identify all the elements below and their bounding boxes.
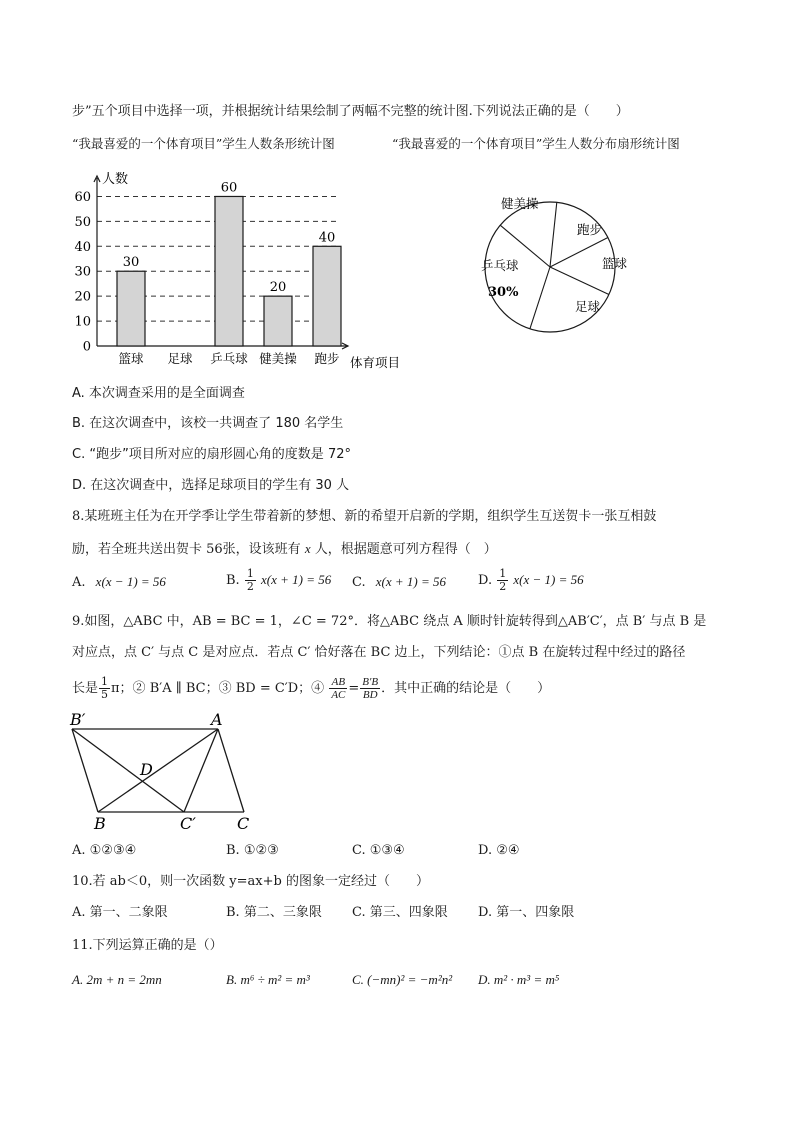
q11-option-b: B. m⁶ ÷ m² = m³	[226, 972, 310, 987]
fraction-denominator: AC	[331, 689, 346, 701]
q7-stem-tail: 步”五个项目中选择一项，并根据统计结果绘制了两幅不完整的统计图.下列说法正确的是（ ）	[72, 104, 629, 119]
x-axis-label: 体育项目	[350, 355, 401, 370]
y-tick-label: 60	[74, 189, 91, 205]
x-tick-label: 跑步	[314, 351, 340, 366]
y-tick-label: 10	[74, 314, 91, 330]
segment-bprime-cprime	[72, 729, 184, 812]
point-label-c: C	[237, 814, 250, 832]
q8-stem-line1: 8.某班班主任为在开学季让学生带着新的梦想、新的希望开启新的学期，组织学生互送贺卡一张互相鼓	[72, 509, 657, 524]
q8-variable: x	[304, 541, 311, 556]
q8-option-c-equation: x(x + 1) = 56	[375, 574, 447, 589]
segment-a-b	[98, 729, 218, 812]
q9-stem-part: π；② B′A ∥ BC；③ BD = C′D；④	[111, 681, 325, 696]
fraction-denominator: 2	[246, 580, 254, 593]
fraction-numerator: 1	[246, 567, 254, 580]
q8-option-d-fraction	[497, 568, 508, 593]
bar	[215, 196, 243, 346]
q10-option-a: A. 第一、二象限	[72, 905, 168, 920]
q10-option-c: C. 第三、四象限	[352, 905, 448, 920]
q8-option-a-label: A.	[72, 575, 86, 590]
bar	[264, 296, 292, 346]
pie-chart-title: “我最喜爱的一个体育项目”学生人数分布扇形统计图	[392, 136, 680, 151]
y-tick-label: 0	[82, 339, 91, 355]
q7-option-a: A. 本次调查采用的是全面调查	[72, 386, 245, 401]
q9-stem-line2: 对应点，点 C′ 与点 C 是对应点．若点 C′ 恰好落在 BC 边上，下列结论：①点 B 在旋转过程中经过的路径	[72, 645, 686, 660]
fraction-denominator: BD	[362, 689, 378, 701]
bar-data-label: 20	[269, 280, 287, 296]
q8-option-b-equation: x(x + 1) = 56	[260, 572, 332, 587]
pie-slice-label: 篮球	[602, 256, 628, 271]
x-tick-label: 健美操	[259, 351, 297, 366]
bar	[117, 271, 145, 346]
q7-option-b: B. 在这次调查中，该校一共调查了 180 名学生	[72, 416, 344, 431]
y-tick-label: 50	[74, 214, 91, 230]
q8-option-c-label: C.	[352, 575, 366, 590]
pie-slice-label: 足球	[575, 299, 601, 314]
q8-option-b-fraction	[245, 568, 256, 593]
q9-geometry-figure	[62, 707, 262, 832]
q8-option-d	[478, 568, 584, 593]
q9-equals: =	[348, 681, 360, 696]
fraction-numerator: 1	[499, 567, 507, 580]
point-label-b: B	[94, 814, 106, 832]
q8-stem-part1: 励，若全班共送出贺卡 56张，设该班有	[72, 542, 301, 557]
point-label-bprime: B′	[70, 710, 86, 729]
q9-option-c: C. ①③④	[352, 843, 405, 858]
bar-data-label: 60	[220, 180, 238, 196]
q8-option-a	[72, 573, 166, 592]
q9-stem-part: ．其中正确的结论是（ ）	[381, 681, 551, 696]
point-label-a: A	[211, 710, 223, 729]
fraction-denominator: 2	[499, 580, 507, 593]
q9-option-b: B. ①②③	[226, 843, 279, 858]
q9-stem-line3	[72, 676, 550, 702]
q7-option-d: D. 在这次调查中，选择足球项目的学生有 30 人	[72, 478, 350, 493]
bar-data-label: 30	[122, 255, 140, 271]
segment-bprime-b	[72, 729, 98, 812]
q9-stem-line1: 9.如图，△ABC 中，AB = BC = 1，∠C = 72°．将△ABC 绕点 A 顺时针旋转得到△AB′C′，点 B′ 与点 B 是	[72, 614, 707, 629]
q8-option-a-equation: x(x − 1) = 56	[95, 574, 166, 589]
q8-option-c	[352, 573, 446, 592]
q11-stem: 11.下列运算正确的是（）	[72, 938, 223, 953]
bar-chart-title: “我最喜爱的一个体育项目”学生人数条形统计图	[72, 136, 335, 151]
q11-option-d: D. m² · m³ = m⁵	[478, 972, 560, 987]
fraction-denominator: 5	[101, 688, 109, 701]
fraction-numerator: B′B	[362, 676, 379, 688]
bar-data-label: 40	[318, 230, 336, 246]
y-axis-label: 人数	[102, 172, 129, 187]
y-tick-label: 40	[74, 239, 91, 255]
x-tick-label: 篮球	[118, 351, 144, 366]
q9-option-a: A. ①②③④	[72, 843, 137, 858]
pie-slice-label: 跑步	[577, 222, 603, 237]
q9-stem-part: 长是	[72, 681, 99, 696]
q11-option-a: A. 2m + n = 2mn	[72, 972, 162, 987]
bar-chart	[60, 172, 420, 372]
point-label-d: D	[140, 760, 153, 779]
q9-fraction-ab-ac	[329, 676, 347, 701]
point-label-cprime: C′	[180, 814, 196, 832]
fraction-numerator: 1	[101, 675, 109, 688]
pie-slice-label: 乒乓球	[481, 258, 519, 273]
fraction-numerator: AB	[329, 676, 347, 689]
q8-option-d-equation: x(x − 1) = 56	[513, 572, 584, 587]
q8-option-d-label: D.	[478, 573, 493, 588]
q10-stem: 10.若 ab＜0，则一次函数 y=ax+b 的图象一定经过（ ）	[72, 874, 429, 889]
segment-a-c	[218, 729, 244, 812]
x-tick-label: 乒乓球	[210, 351, 248, 366]
y-tick-label: 20	[74, 289, 91, 305]
q7-option-c: C. “跑步”项目所对应的扇形圆心角的度数是 72°	[72, 447, 351, 462]
q11-option-c: C. (−mn)² = −m²n²	[352, 972, 453, 987]
pie-slice-label: 健美操	[501, 196, 539, 211]
bar	[313, 246, 341, 346]
q8-stem-line2	[72, 540, 497, 559]
q10-option-b: B. 第二、三象限	[226, 905, 322, 920]
q8-stem-part2: 人，根据题意可列方程得（ ）	[314, 542, 497, 557]
q8-option-b	[226, 568, 331, 593]
x-tick-label: 足球	[167, 351, 193, 366]
q9-fraction-bb-bd	[360, 676, 380, 701]
q10-option-d: D. 第一、四象限	[478, 905, 575, 920]
q8-option-b-label: B.	[226, 573, 240, 588]
q9-option-d: D. ②④	[478, 843, 520, 858]
pie-chart	[465, 190, 665, 360]
pie-slice-value: 30%	[488, 285, 519, 300]
q9-fraction-one-fifth	[99, 676, 110, 701]
y-tick-label: 30	[74, 264, 91, 280]
